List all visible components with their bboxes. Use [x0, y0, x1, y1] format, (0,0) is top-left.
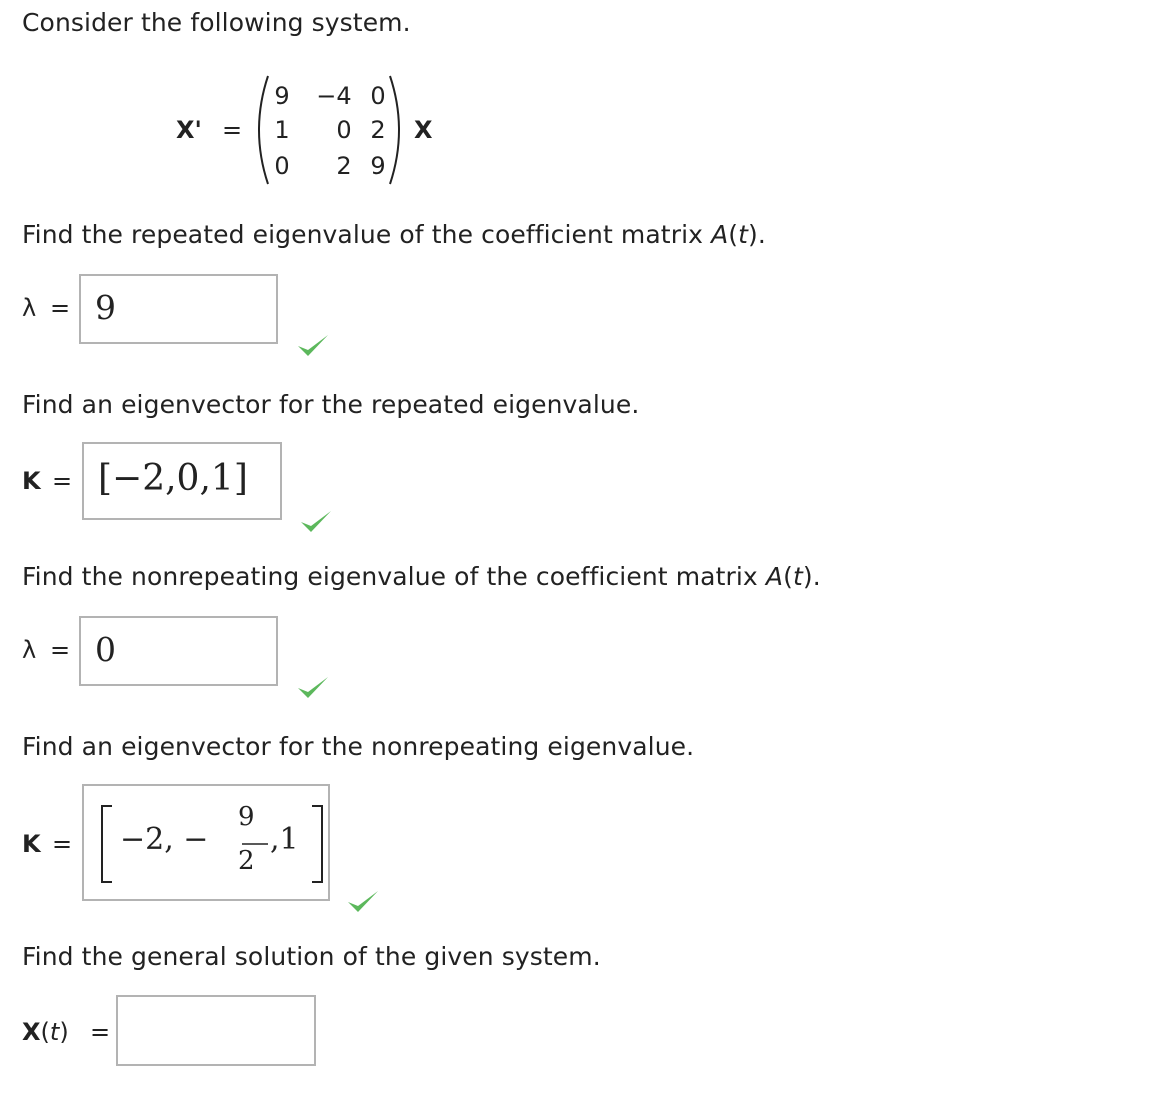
- answer-value: 0: [95, 630, 116, 669]
- equals-sign: =: [50, 636, 71, 664]
- question-1-prompt: Find the repeated eigenvalue of the coefficient matrix A(t).: [22, 220, 766, 249]
- nonrepeating-eigenvector-input[interactable]: [82, 784, 330, 901]
- matrix-cell: 0: [336, 116, 352, 144]
- nonrepeating-eigenvalue-input[interactable]: [79, 616, 278, 686]
- matrix-cell: 2: [336, 152, 352, 180]
- lambda-label: λ: [22, 636, 37, 664]
- checkmark-icon: [296, 674, 330, 702]
- checkmark-icon: [296, 332, 330, 360]
- system-equals: =: [222, 116, 243, 144]
- equals-sign: =: [50, 294, 71, 322]
- system-lhs: X': [176, 116, 202, 144]
- matrix-cell: 0: [370, 82, 386, 110]
- repeated-eigenvalue-input[interactable]: [79, 274, 278, 344]
- system-equation: [0, 60, 600, 200]
- x-of-t-label: X(t): [22, 1018, 69, 1046]
- matrix-cell: −4: [316, 82, 352, 110]
- fraction-numerator: 9: [238, 802, 255, 832]
- answer-value: [−2,0,1]: [98, 458, 248, 499]
- matrix-cell: 9: [274, 82, 290, 110]
- repeated-eigenvector-input[interactable]: [82, 442, 282, 520]
- general-solution-input[interactable]: [116, 995, 316, 1066]
- equals-sign: =: [52, 830, 73, 858]
- answer-value: 9: [95, 288, 116, 327]
- question-5-prompt: Find the general solution of the given system.: [22, 942, 601, 971]
- equals-sign: =: [52, 467, 73, 495]
- question-2-prompt: Find an eigenvector for the repeated eigenvalue.: [22, 390, 640, 419]
- intro-text: Consider the following system.: [22, 8, 411, 37]
- answer-part-1: −2, −: [120, 822, 209, 857]
- checkmark-icon: [346, 888, 380, 916]
- question-4-prompt: Find an eigenvector for the nonrepeating eigenvalue.: [22, 732, 695, 761]
- k-label: K: [22, 830, 41, 858]
- system-rhs: X: [414, 116, 433, 144]
- matrix-cell: 9: [370, 152, 386, 180]
- lambda-label: λ: [22, 294, 37, 322]
- answer-part-2: ,1: [270, 822, 299, 857]
- question-3-prompt: Find the nonrepeating eigenvalue of the coefficient matrix A(t).: [22, 562, 821, 591]
- checkmark-icon: [299, 508, 333, 536]
- matrix-cell: 0: [274, 152, 290, 180]
- k-label: K: [22, 467, 41, 495]
- matrix-cell: 1: [274, 116, 290, 144]
- matrix-cell: 2: [370, 116, 386, 144]
- fraction-denominator: 2: [238, 846, 255, 876]
- equals-sign: =: [90, 1018, 111, 1046]
